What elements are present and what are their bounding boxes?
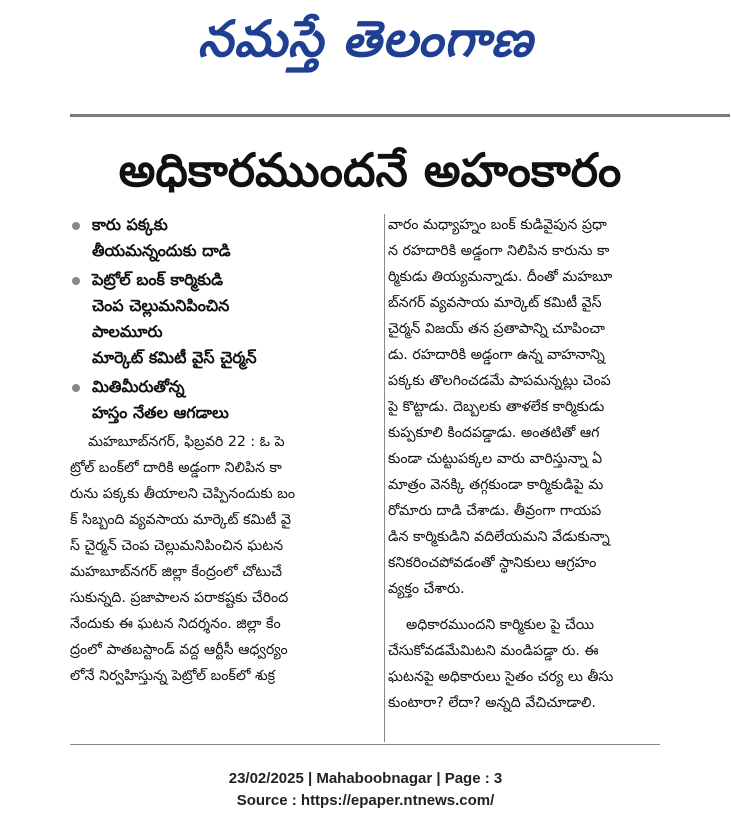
body-line: లోనే నిర్వహిస్తున్న పెట్రోల్ బంక్‌లో శుక్ర <box>70 668 276 684</box>
article-headline: అధికారముందనే అహంకారం <box>118 143 622 197</box>
right-body-paragraph-2 <box>388 612 668 716</box>
body-line: అధికారముందని కార్మికుల పై చేయి <box>406 617 595 633</box>
body-line: క్ సిబ్బంది వ్యవసాయ మార్కెట్ కమిటీ వై <box>70 512 291 528</box>
highlight-item <box>70 374 382 426</box>
highlight-line: కారు పక్కకు <box>92 215 168 234</box>
body-line: న రహదారికి అడ్డంగా నిలిపిన కారును కా <box>388 243 610 259</box>
footer-date-page: 23/02/2025 | Mahaboobnagar | Page : 3 <box>228 770 503 787</box>
left-body-text <box>70 429 382 689</box>
highlight-line: హస్తం నేతల ఆగడాలు <box>92 403 229 422</box>
body-line: డిన కార్మికుడిని వదిలేయమని వేడుకున్నా <box>388 529 610 545</box>
highlight-item <box>70 267 382 371</box>
bottom-divider <box>70 744 660 745</box>
body-line: బ్‌నగర్ వ్యవసాయ మార్కెట్ కమిటీ వైస్ <box>388 295 602 311</box>
right-column <box>388 212 668 716</box>
masthead-title: నమస్తే తెలంగాణ <box>197 10 534 68</box>
body-line: డు. రహదారికి అడ్డంగా ఉన్న వాహనాన్ని <box>388 347 605 363</box>
highlights-list <box>70 212 382 426</box>
bullet-icon <box>72 384 80 392</box>
body-line: సుకున్నది. ప్రజాపాలన పరాకష్టకు చేరింద <box>70 590 289 606</box>
body-line: ద్రంలో పాతబస్టాండ్ వద్ద ఆర్టీసీ ఆధ్వర్యం <box>70 642 288 658</box>
body-line: కుంటారా? లేదా? అన్నది వేచిచూడాలి. <box>388 695 596 711</box>
highlight-line: తీయమన్నందుకు దాడి <box>92 241 231 260</box>
highlight-line: పెట్రోల్ బంక్ కార్మికుడి <box>92 270 224 289</box>
body-line: చైర్మన్ విజయ్ తన ప్రతాపాన్ని చూపించా <box>388 321 605 337</box>
body-line: పై కొట్టాడు. దెబ్బలకు తాళలేక కార్మికుడు <box>388 399 605 415</box>
body-line: చేసుకోవడమేమిటని మండిపడ్డా రు. ఈ <box>388 643 599 659</box>
body-line: మాత్రం వెనక్కి తగ్గకుండా కార్మికుడిపై మ <box>388 477 604 493</box>
highlight-line: మార్కెట్ కమిటీ వైస్ చైర్మన్ <box>92 348 257 367</box>
body-line: కనికరించపోవడంతో స్థానికులు ఆగ్రహం <box>388 555 597 571</box>
body-line: ఘటనపై అధికారులు సైతం చర్య లు తీసు <box>388 669 614 685</box>
highlight-line: పాలమూరు <box>92 322 163 341</box>
body-line: మహబూబ్‌నగర్ జిల్లా కేంద్రంలో చోటుచే <box>70 564 283 580</box>
body-line: వ్యక్తం చేశారు. <box>388 581 465 597</box>
body-line: మహబూబ్‌నగర్, ఫిబ్రవరి 22 : ఓ పె <box>88 434 285 450</box>
footer-source: Source : https://epaper.ntnews.com/ <box>236 792 495 809</box>
body-line: కుండా చుట్టుపక్కల వారు వారిస్తున్నా ఏ <box>388 451 603 467</box>
highlight-line: మితిమీరుతోన్న <box>92 377 185 396</box>
left-column <box>70 212 382 689</box>
body-line: వారం మధ్యాహ్నం బంక్ కుడివైపున ప్రధా <box>388 217 607 233</box>
highlight-item <box>70 212 382 264</box>
right-body-paragraph-1 <box>388 212 668 602</box>
body-line: పక్కకు తొలగించడమే పాపమన్నట్లు చెంప <box>388 373 611 389</box>
body-line: కుప్పకూలి కిందపడ్డాడు. అంతటితో ఆగ <box>388 425 600 441</box>
body-line: నేందుకు ఈ ఘటన నిదర్శనం. జిల్లా కేం <box>70 616 281 632</box>
highlight-line: చెంప చెల్లుమనిపించిన <box>92 296 230 315</box>
column-divider <box>384 214 385 742</box>
body-line: స్ చైర్మన్ చెంప చెల్లుమనిపించిన ఘటన <box>70 538 284 554</box>
body-line: రును పక్కకు తీయాలని చెప్పినందుకు బం <box>70 486 296 502</box>
body-line: ర్మికుడు తియ్యమన్నాడు. దీంతో మహబూ <box>388 269 613 285</box>
body-line: రోమారు దాడి చేశాడు. తీవ్రంగా గాయప <box>388 503 602 519</box>
body-line: ట్రోల్ బంక్‌లో దారికి అడ్డంగా నిలిపిన కా <box>70 460 282 476</box>
bullet-icon <box>72 222 80 230</box>
top-divider <box>70 114 730 117</box>
bullet-icon <box>72 277 80 285</box>
